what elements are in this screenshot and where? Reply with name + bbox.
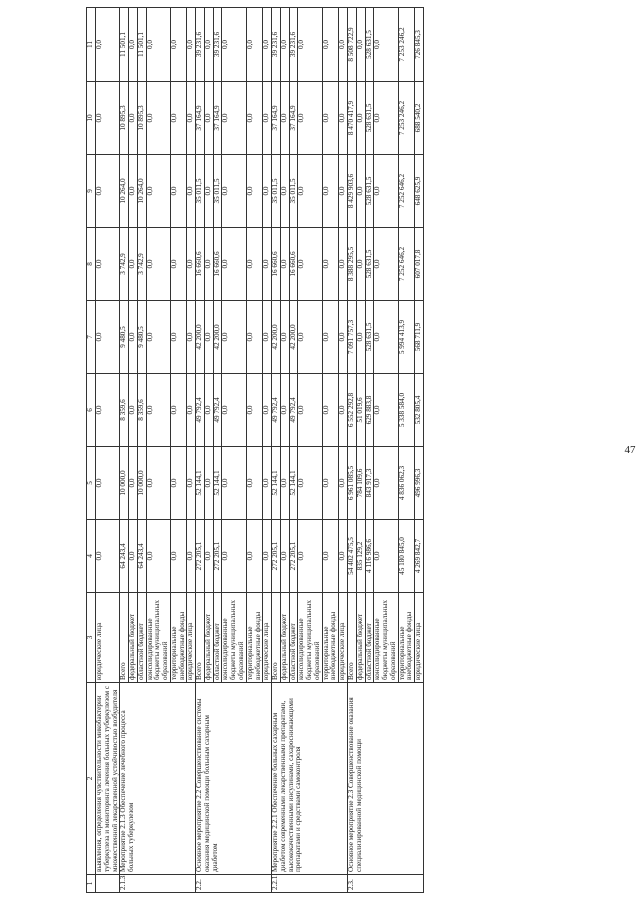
column-number: 6 — [87, 374, 96, 447]
amount-cell: 9 480,5 — [137, 301, 146, 374]
amount-cell: 5 338 584,0 — [398, 374, 415, 447]
amount-cell: 0,0 — [246, 228, 263, 301]
amount-cell: 0,0 — [187, 520, 196, 593]
amount-cell: 0,0 — [129, 82, 138, 155]
amount-cell: 0,0 — [374, 82, 398, 155]
funding-source: Всего — [347, 593, 356, 683]
amount-cell: 0,0 — [170, 82, 187, 155]
column-number: 9 — [87, 155, 96, 228]
amount-cell: 49 792,4 — [196, 374, 205, 447]
amount-cell: 0,0 — [263, 155, 272, 228]
amount-cell: 10 895,3 — [137, 82, 146, 155]
amount-cell: 54 402 475,5 — [347, 520, 356, 593]
amount-cell: 0,0 — [129, 155, 138, 228]
amount-cell: 0,0 — [96, 301, 120, 374]
item-code: 2.2. — [196, 875, 272, 893]
amount-cell: 11 501,1 — [137, 8, 146, 82]
amount-cell: 10 264,0 — [120, 155, 129, 228]
amount-cell: 0,0 — [322, 374, 339, 447]
funding-source: Всего — [120, 593, 129, 683]
amount-cell: 0,0 — [339, 8, 348, 82]
amount-cell: 0,0 — [204, 228, 213, 301]
amount-cell: 0,0 — [146, 82, 170, 155]
amount-cell: 49 792,4 — [272, 374, 281, 447]
amount-cell: 0,0 — [374, 155, 398, 228]
amount-cell: 0,0 — [263, 228, 272, 301]
amount-cell: 0,0 — [280, 228, 289, 301]
amount-cell: 0,0 — [222, 301, 246, 374]
amount-cell: 0,0 — [222, 374, 246, 447]
amount-cell: 0,0 — [356, 228, 365, 301]
amount-cell: 0,0 — [374, 8, 398, 82]
funding-source: Всего — [272, 593, 281, 683]
amount-cell: 0,0 — [298, 447, 322, 520]
funding-source: юридические лица — [415, 593, 424, 683]
amount-cell: 0,0 — [356, 301, 365, 374]
amount-cell: 52 144,1 — [272, 447, 281, 520]
amount-cell: 0,0 — [374, 447, 398, 520]
amount-cell: 64 243,4 — [137, 520, 146, 593]
amount-cell: 0,0 — [280, 8, 289, 82]
column-number: 1 — [87, 875, 96, 893]
amount-cell: 0,0 — [280, 520, 289, 593]
amount-cell: 0,0 — [170, 374, 187, 447]
amount-cell: 0,0 — [170, 155, 187, 228]
amount-cell: 0,0 — [298, 8, 322, 82]
amount-cell: 11 501,1 — [120, 8, 129, 82]
item-code: 2.1.3. — [120, 875, 196, 893]
amount-cell: 528 631,5 — [365, 228, 374, 301]
amount-cell: 10 264,0 — [137, 155, 146, 228]
amount-cell: 4 269 842,7 — [415, 520, 424, 593]
funding-source: территориальные внебюджетные фонды — [322, 593, 339, 683]
item-title: Основное мероприятие 2.2 Совершенствование системы оказания медицинской помощи больным сахарным диабетом — [196, 683, 272, 875]
amount-cell: 35 011,5 — [272, 155, 281, 228]
amount-cell: 0,0 — [322, 228, 339, 301]
amount-cell: 0,0 — [246, 374, 263, 447]
funding-source: консолидированные бюджеты муниципальных образований — [298, 593, 322, 683]
amount-cell: 8 359,6 — [120, 374, 129, 447]
amount-cell: 39 231,6 — [213, 8, 222, 82]
column-number: 3 — [87, 593, 96, 683]
funding-source: юридические лица — [96, 593, 120, 683]
amount-cell: 648 625,9 — [415, 155, 424, 228]
amount-cell: 0,0 — [322, 155, 339, 228]
column-number: 4 — [87, 520, 96, 593]
amount-cell: 0,0 — [374, 301, 398, 374]
amount-cell: 37 164,9 — [213, 82, 222, 155]
amount-cell: 0,0 — [96, 155, 120, 228]
amount-cell: 0,0 — [204, 8, 213, 82]
amount-cell: 0,0 — [222, 447, 246, 520]
amount-cell: 7 252 646,2 — [398, 155, 415, 228]
amount-cell: 35 011,5 — [196, 155, 205, 228]
table-row — [347, 8, 356, 893]
table-row — [120, 8, 129, 893]
amount-cell: 42 200,0 — [196, 301, 205, 374]
amount-cell: 49 792,4 — [213, 374, 222, 447]
amount-cell: 0,0 — [187, 82, 196, 155]
amount-cell: 16 660,6 — [272, 228, 281, 301]
amount-cell: 0,0 — [263, 374, 272, 447]
amount-cell: 0,0 — [263, 520, 272, 593]
amount-cell: 52 144,1 — [289, 447, 298, 520]
amount-cell: 8 388 295,5 — [347, 228, 356, 301]
amount-cell: 0,0 — [170, 520, 187, 593]
funding-source: областной бюджет — [289, 593, 298, 683]
amount-cell: 0,0 — [96, 8, 120, 82]
amount-cell: 45 180 845,0 — [398, 520, 415, 593]
amount-cell: 0,0 — [129, 520, 138, 593]
amount-cell: 568 711,9 — [415, 301, 424, 374]
amount-cell: 0,0 — [222, 155, 246, 228]
funding-source: консолидированные бюджеты муниципальных образований — [222, 593, 246, 683]
amount-cell: 9 480,5 — [120, 301, 129, 374]
amount-cell: 42 200,0 — [272, 301, 281, 374]
amount-cell: 0,0 — [96, 520, 120, 593]
item-code — [96, 875, 120, 893]
amount-cell: 6 552 292,8 — [347, 374, 356, 447]
amount-cell: 0,0 — [263, 8, 272, 82]
amount-cell: 0,0 — [187, 301, 196, 374]
funding-source: федеральный бюджет — [204, 593, 213, 683]
amount-cell: 7 252 646,2 — [398, 228, 415, 301]
amount-cell: 0,0 — [222, 228, 246, 301]
amount-cell: 0,0 — [246, 301, 263, 374]
amount-cell: 5 994 413,9 — [398, 301, 415, 374]
amount-cell: 4 116 986,6 — [365, 520, 374, 593]
amount-cell: 0,0 — [187, 8, 196, 82]
amount-cell: 0,0 — [129, 301, 138, 374]
amount-cell: 528 631,5 — [365, 301, 374, 374]
amount-cell: 0,0 — [263, 82, 272, 155]
amount-cell: 4 836 062,3 — [398, 447, 415, 520]
amount-cell: 0,0 — [204, 374, 213, 447]
amount-cell: 37 164,9 — [196, 82, 205, 155]
amount-cell: 0,0 — [298, 374, 322, 447]
funding-source: областной бюджет — [213, 593, 222, 683]
amount-cell: 843 917,3 — [365, 447, 374, 520]
amount-cell: 0,0 — [222, 8, 246, 82]
column-number: 2 — [87, 683, 96, 875]
amount-cell: 0,0 — [129, 228, 138, 301]
amount-cell: 272 205,1 — [289, 520, 298, 593]
amount-cell: 0,0 — [298, 228, 322, 301]
amount-cell: 0,0 — [322, 8, 339, 82]
amount-cell: 0,0 — [374, 520, 398, 593]
amount-cell: 0,0 — [170, 228, 187, 301]
funding-source: Всего — [196, 593, 205, 683]
amount-cell: 0,0 — [204, 520, 213, 593]
amount-cell: 0,0 — [96, 228, 120, 301]
amount-cell: 0,0 — [187, 374, 196, 447]
funding-source: областной бюджет — [365, 593, 374, 683]
amount-cell: 629 883,8 — [365, 374, 374, 447]
amount-cell: 35 011,5 — [213, 155, 222, 228]
column-number: 10 — [87, 82, 96, 155]
amount-cell: 0,0 — [339, 520, 348, 593]
amount-cell: 3 742,9 — [137, 228, 146, 301]
amount-cell: 37 164,9 — [272, 82, 281, 155]
amount-cell: 0,0 — [146, 301, 170, 374]
amount-cell: 0,0 — [339, 82, 348, 155]
funding-source: областной бюджет — [137, 593, 146, 683]
column-number: 5 — [87, 447, 96, 520]
amount-cell: 0,0 — [246, 8, 263, 82]
amount-cell: 272 205,1 — [196, 520, 205, 593]
table-row — [96, 8, 120, 893]
amount-cell: 532 805,4 — [415, 374, 424, 447]
amount-cell: 10 000,0 — [137, 447, 146, 520]
amount-cell: 0,0 — [204, 301, 213, 374]
column-number: 7 — [87, 301, 96, 374]
table-row — [272, 8, 281, 893]
amount-cell: 0,0 — [356, 155, 365, 228]
amount-cell: 0,0 — [298, 301, 322, 374]
amount-cell: 784 109,6 — [356, 447, 365, 520]
amount-cell: 0,0 — [204, 82, 213, 155]
amount-cell: 6 961 085,5 — [347, 447, 356, 520]
amount-cell: 10 895,3 — [120, 82, 129, 155]
amount-cell: 0,0 — [339, 228, 348, 301]
item-title: Мероприятие 2.2.1 Обеспечение больных сахарным диабетом современными лекарственными препаратами, высококачественными инсулинами, сахароснижающими препаратами и средствами самоконтроля — [272, 683, 348, 875]
amount-cell: 0,0 — [322, 447, 339, 520]
amount-cell: 0,0 — [96, 447, 120, 520]
amount-cell: 42 200,0 — [213, 301, 222, 374]
amount-cell: 0,0 — [280, 447, 289, 520]
amount-cell: 10 000,0 — [120, 447, 129, 520]
amount-cell: 49 792,4 — [289, 374, 298, 447]
amount-cell: 272 205,1 — [272, 520, 281, 593]
amount-cell: 0,0 — [298, 82, 322, 155]
amount-cell: 0,0 — [339, 155, 348, 228]
amount-cell: 0,0 — [222, 520, 246, 593]
amount-cell: 0,0 — [356, 8, 365, 82]
table-body — [87, 8, 424, 893]
amount-cell: 0,0 — [339, 374, 348, 447]
funding-source: консолидированные бюджеты муниципальных образований — [374, 593, 398, 683]
amount-cell: 0,0 — [280, 301, 289, 374]
amount-cell: 39 231,6 — [289, 8, 298, 82]
amount-cell: 16 660,6 — [213, 228, 222, 301]
amount-cell: 0,0 — [146, 155, 170, 228]
amount-cell: 51 019,6 — [356, 374, 365, 447]
amount-cell: 0,0 — [170, 301, 187, 374]
amount-cell: 7 253 246,2 — [398, 8, 415, 82]
amount-cell: 607 017,8 — [415, 228, 424, 301]
amount-cell: 0,0 — [170, 8, 187, 82]
amount-cell: 0,0 — [374, 374, 398, 447]
amount-cell: 688 540,2 — [415, 82, 424, 155]
amount-cell: 0,0 — [280, 82, 289, 155]
amount-cell: 0,0 — [146, 447, 170, 520]
funding-source: юридические лица — [263, 593, 272, 683]
amount-cell: 0,0 — [204, 155, 213, 228]
amount-cell: 272 205,1 — [213, 520, 222, 593]
funding-source: федеральный бюджет — [356, 593, 365, 683]
amount-cell: 37 164,9 — [289, 82, 298, 155]
amount-cell: 0,0 — [339, 447, 348, 520]
amount-cell: 8 359,6 — [137, 374, 146, 447]
amount-cell: 0,0 — [96, 374, 120, 447]
amount-cell: 0,0 — [129, 374, 138, 447]
amount-cell: 0,0 — [356, 82, 365, 155]
item-code: 2.2.1. — [272, 875, 348, 893]
amount-cell: 0,0 — [146, 228, 170, 301]
amount-cell: 3 742,9 — [120, 228, 129, 301]
amount-cell: 0,0 — [263, 301, 272, 374]
amount-cell: 726 845,3 — [415, 8, 424, 82]
amount-cell: 35 011,5 — [289, 155, 298, 228]
amount-cell: 0,0 — [187, 228, 196, 301]
funding-source: федеральный бюджет — [280, 593, 289, 683]
funding-table — [86, 7, 424, 893]
item-code: 2.3. — [347, 875, 423, 893]
amount-cell: 8 508 722,9 — [347, 8, 356, 82]
table-row — [196, 8, 205, 893]
amount-cell: 0,0 — [129, 447, 138, 520]
amount-cell: 0,0 — [246, 520, 263, 593]
amount-cell: 0,0 — [204, 447, 213, 520]
funding-source: юридические лица — [339, 593, 348, 683]
amount-cell: 0,0 — [298, 520, 322, 593]
amount-cell: 0,0 — [187, 155, 196, 228]
amount-cell: 496 996,3 — [415, 447, 424, 520]
amount-cell: 39 231,6 — [196, 8, 205, 82]
item-title: Основное мероприятие 2.3 Совершенствование оказания специализированной медицинской помощи — [347, 683, 423, 875]
amount-cell: 0,0 — [322, 520, 339, 593]
amount-cell: 52 144,1 — [196, 447, 205, 520]
page-number: 47 — [624, 444, 636, 456]
amount-cell: 7 253 246,2 — [398, 82, 415, 155]
amount-cell: 39 231,6 — [272, 8, 281, 82]
amount-cell: 0,0 — [246, 447, 263, 520]
amount-cell: 0,0 — [339, 301, 348, 374]
amount-cell: 0,0 — [96, 82, 120, 155]
amount-cell: 0,0 — [263, 447, 272, 520]
amount-cell: 42 200,0 — [289, 301, 298, 374]
funding-source: федеральный бюджет — [129, 593, 138, 683]
funding-source: территориальные внебюджетные фонды — [398, 593, 415, 683]
amount-cell: 0,0 — [246, 82, 263, 155]
amount-cell: 528 631,5 — [365, 8, 374, 82]
amount-cell: 0,0 — [246, 155, 263, 228]
amount-cell: 0,0 — [146, 8, 170, 82]
amount-cell: 0,0 — [129, 8, 138, 82]
amount-cell: 0,0 — [322, 301, 339, 374]
amount-cell: 0,0 — [187, 447, 196, 520]
funding-source: территориальные внебюджетные фонды — [246, 593, 263, 683]
amount-cell: 528 631,5 — [365, 155, 374, 228]
funding-source: юридические лица — [187, 593, 196, 683]
amount-cell: 0,0 — [170, 447, 187, 520]
amount-cell: 0,0 — [298, 155, 322, 228]
amount-cell: 0,0 — [322, 82, 339, 155]
amount-cell: 835 129,2 — [356, 520, 365, 593]
amount-cell: 16 660,6 — [289, 228, 298, 301]
item-title: Мероприятие 2.1.3 Обеспечение лечебного процесса больных туберкулезом — [120, 683, 196, 875]
amount-cell: 528 631,5 — [365, 82, 374, 155]
item-title: выявления, определения чувствительности микобактерии туберкулеза и мониторинга лечения больных туберкулезом с множественной лекарственной устойчивостью возбудителя — [96, 683, 120, 875]
amount-cell: 8 429 903,6 — [347, 155, 356, 228]
funding-source: территориальные внебюджетные фонды — [170, 593, 187, 683]
amount-cell: 7 091 757,3 — [347, 301, 356, 374]
amount-cell: 0,0 — [146, 374, 170, 447]
column-number: 11 — [87, 8, 96, 82]
funding-source: консолидированные бюджеты муниципальных образований — [146, 593, 170, 683]
amount-cell: 0,0 — [222, 82, 246, 155]
amount-cell: 0,0 — [280, 155, 289, 228]
amount-cell: 52 144,1 — [213, 447, 222, 520]
amount-cell: 8 470 417,9 — [347, 82, 356, 155]
column-number: 8 — [87, 228, 96, 301]
amount-cell: 16 660,6 — [196, 228, 205, 301]
amount-cell: 0,0 — [146, 520, 170, 593]
amount-cell: 64 243,4 — [120, 520, 129, 593]
amount-cell: 0,0 — [374, 228, 398, 301]
amount-cell: 0,0 — [280, 374, 289, 447]
